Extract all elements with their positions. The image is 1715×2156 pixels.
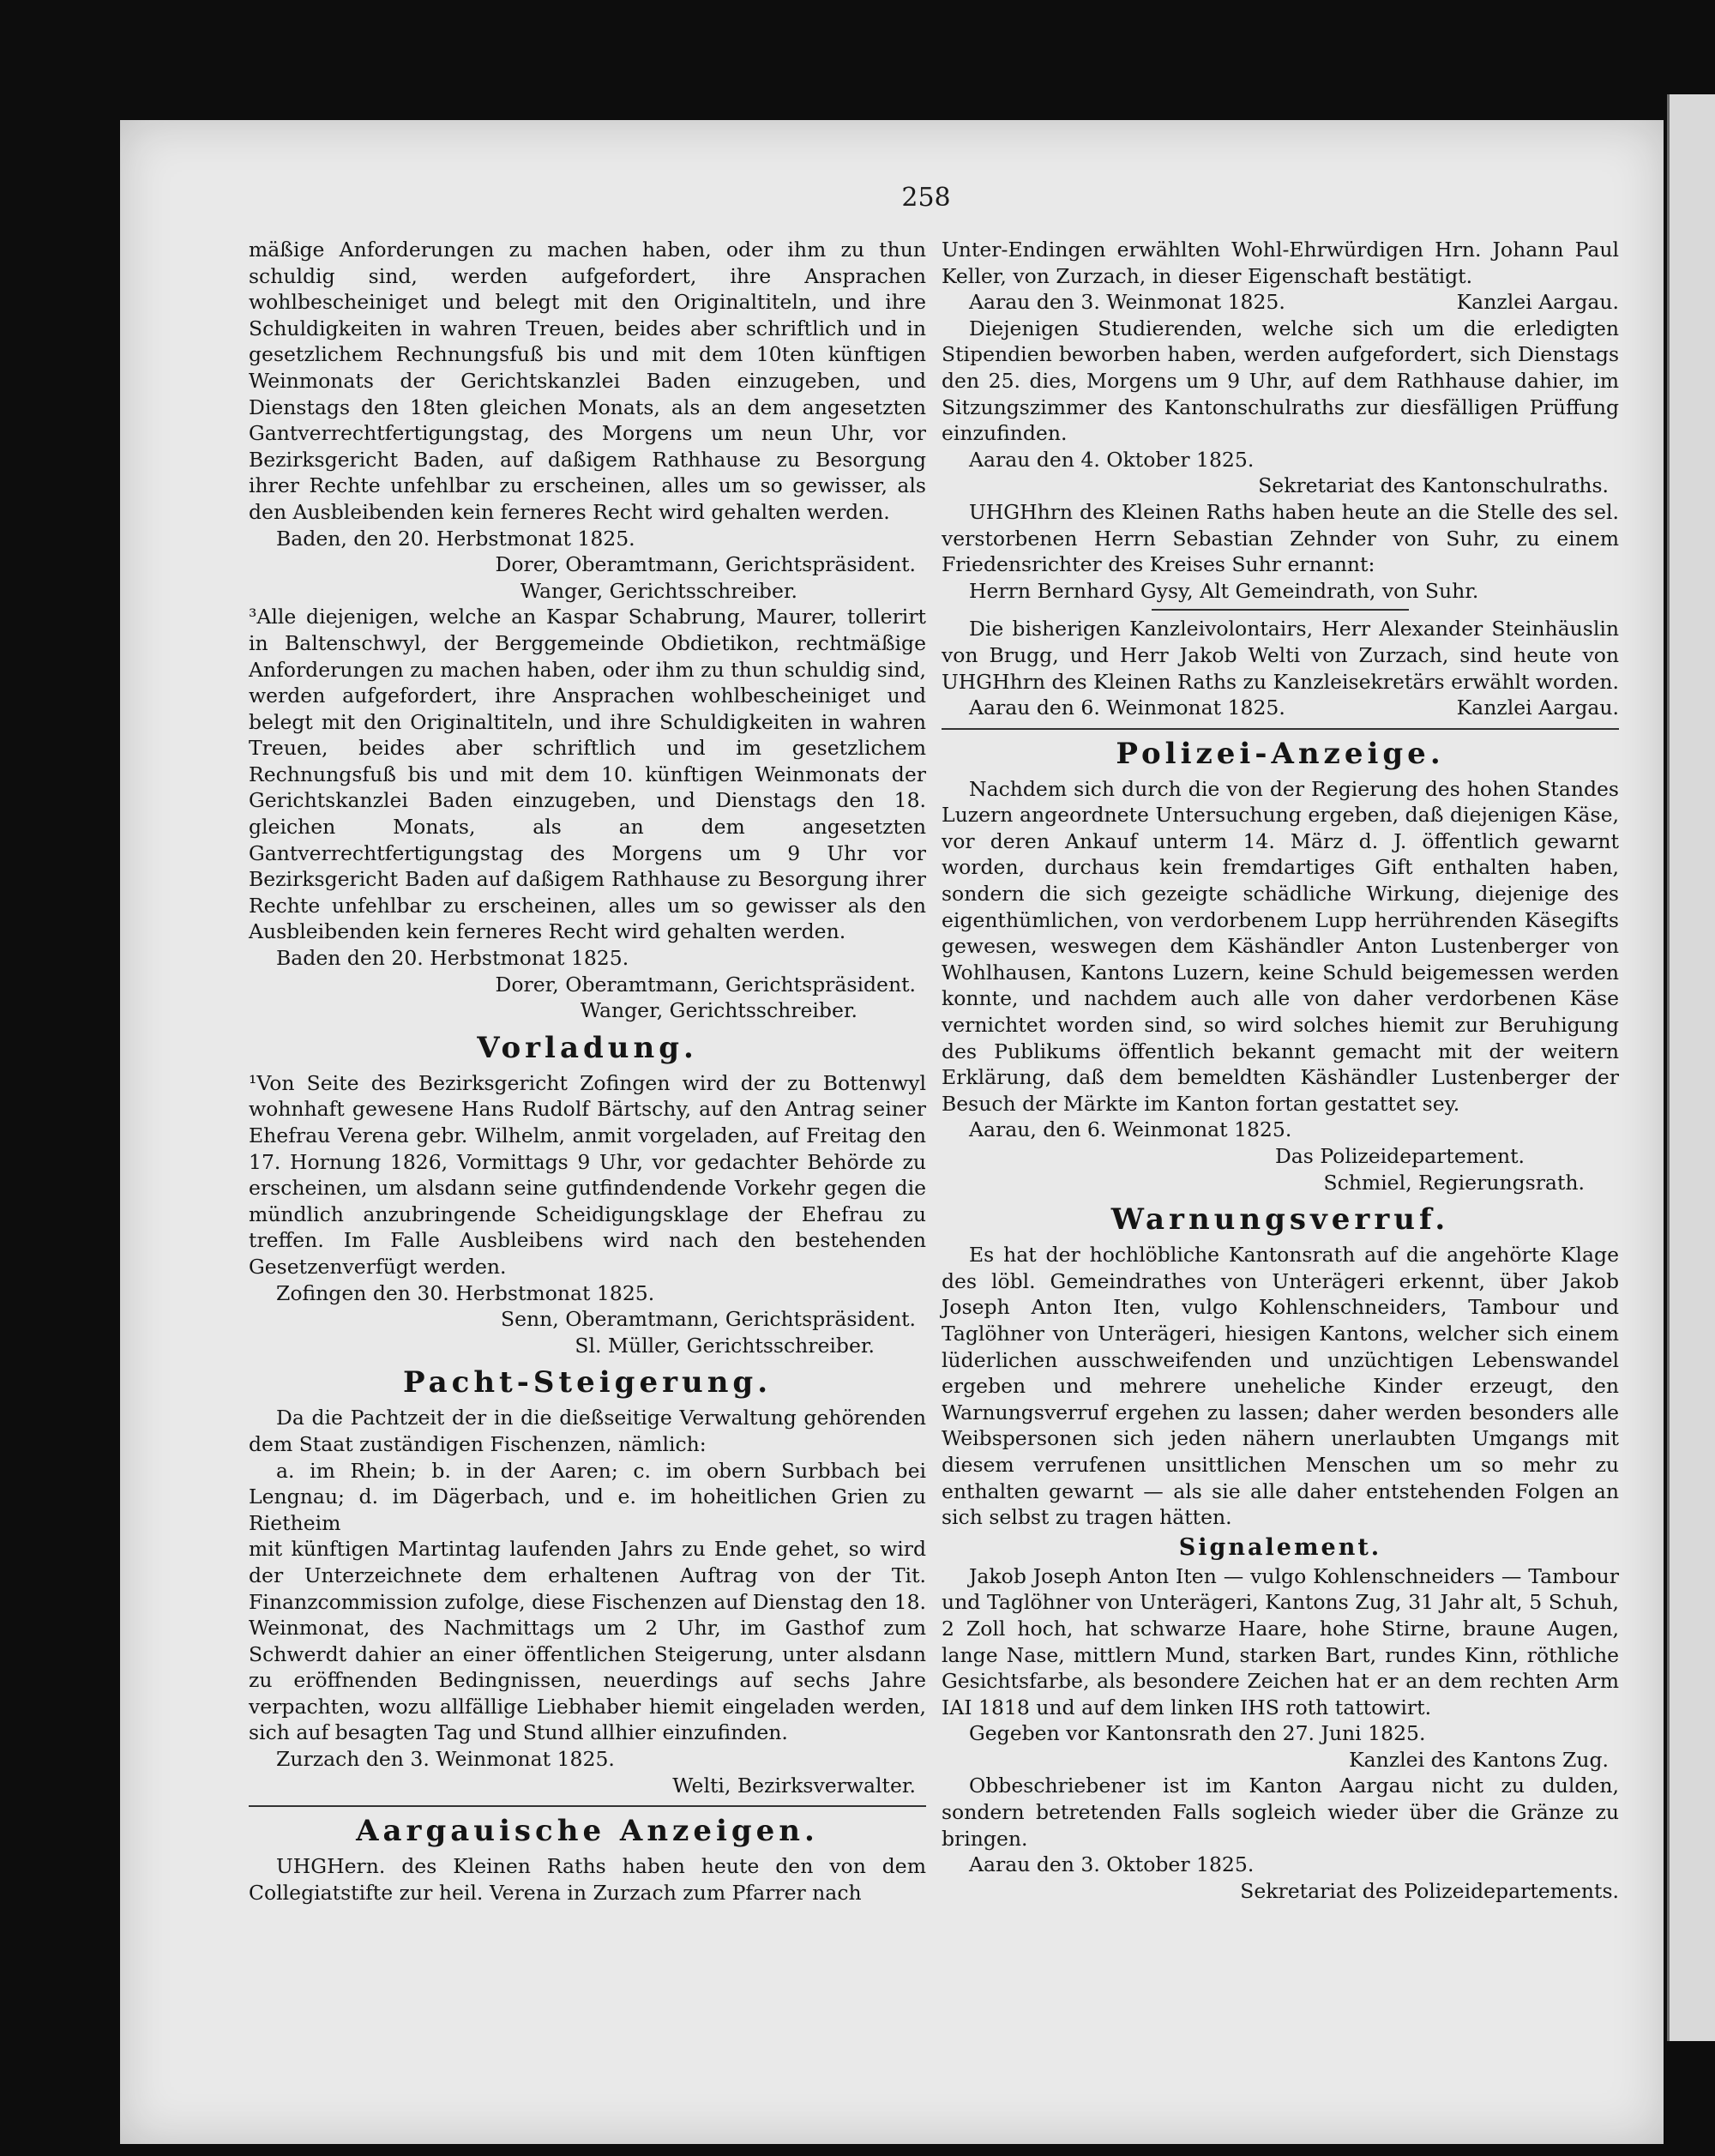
left-column	[249, 237, 926, 1906]
notice-text: UHGHern. des Kleinen Raths haben heute den von dem Collegiatstifte zur heil. Verena in Zurzach zum Pfarrer nach	[249, 1854, 926, 1905]
notice-date: Aarau, den 6. Weinmonat 1825.	[969, 1117, 1292, 1142]
notice-footer	[942, 695, 1619, 721]
section-divider	[249, 1805, 926, 1807]
section-subheading-signalement: Signalement.	[1178, 1533, 1382, 1561]
notice-signature: Dorer, Oberamtmann, Gerichtspräsident.	[495, 552, 916, 577]
notice-signature: Sl. Müller, Gerichtsschreiber.	[575, 1333, 875, 1358]
section-heading-aargauische-anzeigen: Aargauische Anzeigen.	[356, 1814, 819, 1849]
notice-text: ¹Von Seite des Bezirksgericht Zofingen wird der zu Bottenwyl wohnhaft gewesene Hans Rudolf Bärtschy, auf den Antrag seiner Ehefrau Verena gebr. Wilhelm, anmit vorgeladen, auf Freitag den 17. Hornung 1826, Vormittags 9 Uhr, vor gedachter Behörde zu erscheinen, um alsdann seine gutfindendende Vorkehr gegen die mündlich anzubringende Scheidigungsklage der Ehefrau zu treffen. Im Falle Ausbleibens wird nach den bestehenden Gesetzenverfügt werden.	[249, 1070, 926, 1279]
notice-signature: Das Polizeidepartement.	[1274, 1144, 1525, 1168]
section-heading-warnungsverruf: Warnungsverruf.	[1110, 1202, 1450, 1238]
notice-date: Aarau den 3. Oktober 1825.	[969, 1852, 1255, 1877]
notice-text: ³Alle diejenigen, welche an Kaspar Schabrung, Maurer, tollerirt in Baltenschwyl, der Berggemeinde Obdietikon, rechtmäßige Anforderungen zu machen haben, oder ihm zu thun schuldig sind, werden aufgefordert, ihre Ansprachen wohlbescheiniget und belegt mit den Originaltiteln, und ihre Schuldigkeiten in wahren Treuen, beides aber schriftlich und im gesetzlichem Rechnungsfuß bis und mit dem 10. künftigen Weinmonats der Gerichtskanzlei Baden einzugeben, und Dienstags den 18. gleichen Monats, als an dem angesetzten Gantverrechtfertigungstag des Morgens um 9 Uhr vor Bezirksgericht Baden auf daßigem Rathhause zu Besorgung ihrer Rechte unfehlbar zu erscheinen, alles um so gewisser als den Ausbleibenden kein ferneres Recht wird gehalten werden.	[249, 605, 926, 944]
notice-signature: Senn, Oberamtmann, Gerichtspräsident.	[501, 1307, 916, 1332]
notice-date: Baden den 20. Herbstmonat 1825.	[276, 946, 629, 971]
notice-signature: Kanzlei Aargau.	[1456, 290, 1619, 315]
notice-date: Gegeben vor Kantonsrath den 27. Juni 1825.	[969, 1721, 1426, 1746]
notice-list: a. im Rhein; b. in der Aaren; c. im obern Surbbach bei Lengnau; d. im Dägerbach, und e. im hoheitlichen Grien zu Rietheim	[249, 1458, 926, 1535]
page-number: 258	[901, 183, 951, 213]
notice-date: Aarau den 4. Oktober 1825.	[969, 447, 1255, 472]
notice-text: mit künftigen Martintag laufenden Jahrs zu Ende gehet, so wird der Unterzeichnete dem erhaltenen Auftrag von der Tit. Finanzcommission zufolge, diese Fischenzen auf Dienstag den 18. Weinmonat, des Nachmittags um 2 Uhr, im Gasthof zum Schwerdt dahier an einer öffentlichen Steigerung, unter alsdann zu eröffnenden Bedingnissen, neuerdings auf sechs Jahre verpachten, wozu allfällige Liebhaber hiemit eingeladen werden, sich auf besagten Tag und Stund allhier einzufinden.	[249, 1537, 926, 1745]
notice-text: Nachdem sich durch die von der Regierung des hohen Standes Luzern angeordnete Untersuchung ergeben, daß diejenigen Käse, vor deren Ankauf unterm 14. März d. J. öffentlich gewarnt worden, durchaus kein fremdartiges Gift enthalten haben, sondern die sich gezeigte schädliche Wirkung, diejenige des eigenthümlichen, von verdorbenem Lupp herrührenden Käsegifts gewesen, weswegen dem Käshändler Anton Lustenberger von Wohlhausen, Kantons Luzern, keine Schuld beigemessen werden konnte, und nachdem auch alle von daher verdorbenen Käse vernichtet worden sind, so wird solches hiemit zur Beruhigung des Publikums öffentlich bekannt gemacht mit der weitern Erklärung, daß dem bemeldten Käshändler Lustenberger der Besuch der Märkte im Kanton fortan gestattet sey.	[942, 776, 1619, 1116]
notice-signature: Sekretariat des Polizeidepartements.	[1240, 1878, 1619, 1903]
notice-divider	[1152, 609, 1409, 611]
notice-text: Obbeschriebener ist im Kanton Aargau nicht zu dulden, sondern betretenden Falls sogleich wieder über die Gränze zu bringen.	[942, 1774, 1619, 1851]
section-heading-vorladung: Vorladung.	[477, 1030, 698, 1065]
notice-text: Die bisherigen Kanzleivolontairs, Herr Alexander Steinhäuslin von Brugg, und Herr Jakob Welti von Zurzach, sind heute von UHGHhrn des Kleinen Raths zu Kanzleisekretärs erwählt worden.	[942, 617, 1619, 694]
notice-text: mäßige Anforderungen zu machen haben, oder ihm zu thun schuldig sind, werden aufgefordert, ihre Ansprachen wohlbescheiniget und belegt mit den Originaltiteln, und ihre Schuldigkeiten in wahren Treuen, beides aber schriftlich und in gesetzlichem Rechnungsfuß bis und mit dem 10ten künftigen Weinmonats der Gerichtskanzlei Baden einzugeben, und Dienstags den 18ten gleichen Monats, als an dem angesetzten Gantverrechtfertigungstag, des Morgens um neun Uhr, vor Bezirksgericht Baden, auf daßigem Rathhause zu Besorgung ihrer Rechte unfehlbar zu erscheinen, alles um so gewisser, als den Ausbleibenden kein ferneres Recht wird gehalten werden.	[249, 238, 926, 524]
notice-signature: Dorer, Oberamtmann, Gerichtspräsident.	[495, 972, 916, 997]
notice-date: Zofingen den 30. Herbstmonat 1825.	[276, 1280, 655, 1305]
notice-date: Aarau den 6. Weinmonat 1825.	[969, 696, 1285, 720]
notice-signature: Schmiel, Regierungsrath.	[1323, 1170, 1585, 1195]
notice-date: Baden, den 20. Herbstmonat 1825.	[276, 526, 635, 551]
notice-signature: Wanger, Gerichtsschreiber.	[580, 998, 858, 1023]
notice-signature: Welti, Bezirksverwalter.	[672, 1773, 916, 1798]
notice-text: Diejenigen Studierenden, welche sich um die erledigten Stipendien beworben haben, werden aufgefordert, sich Dienstags den 25. dies, Morgens um 9 Uhr, auf dem Rathhause dahier, im Sitzungszimmer des Kantonschulraths zur diesfälligen Prüffung einzufinden.	[942, 316, 1619, 446]
notice-signature: Sekretariat des Kantonschulraths.	[1258, 473, 1609, 498]
notice-text: Jakob Joseph Anton Iten — vulgo Kohlenschneiders — Tambour und Taglöhner von Unterägeri, Kantons Zug, 31 Jahr alt, 5 Schuh, 2 Zoll hoch, hat schwarze Haare, hohe Stirne, braune Augen, lange Nase, mittlern Mund, starken Bart, rundes Kinn, röthliche Gesichtsfarbe, als besondere Zeichen hat er an dem rechten Arm IAI 1818 und auf dem linken IHS roth tattowirt.	[942, 1563, 1619, 1719]
notice-footer	[942, 289, 1619, 316]
right-column	[942, 237, 1619, 1904]
notice-date: Aarau den 3. Weinmonat 1825.	[969, 290, 1285, 315]
section-heading-polizei-anzeige: Polizei-Anzeige.	[1116, 736, 1445, 771]
notice-signature: Kanzlei Aargau.	[1456, 696, 1619, 720]
section-divider	[942, 728, 1619, 730]
notice-text: Es hat der hochlöbliche Kantonsrath auf die angehörte Klage des löbl. Gemeindrathes von Unterägeri erkennt, über Jakob Joseph Anton Iten, vulgo Kohlenschneiders, Tambour und Taglöhner von Unterägeri, hiesigen Kantons, welcher sich einem lüderlichen ausschweifenden und unzüchtigen Lebenswandel ergeben und mehrere uneheliche Kinder erzeugt, den Warnungsverruf ergehen zu lassen; daher werden besonders alle Weibspersonen sich jeden nähern unerlaubten Umgangs mit diesem verrufenen unsittlichen Menschen um so mehr zu enthalten gewarnt — als sie alle daher entstehenden Folgen an sich selbst zu tragen hätten.	[942, 1243, 1619, 1530]
notice-signature: Kanzlei des Kantons Zug.	[1349, 1747, 1609, 1772]
notice-signature: Wanger, Gerichtsschreiber.	[520, 578, 797, 603]
notice-date: Zurzach den 3. Weinmonat 1825.	[276, 1747, 615, 1772]
adjacent-page-edge	[1667, 94, 1715, 2041]
appointee-name: Herrn Bernhard Gysy, Alt Gemeindrath, von Suhr.	[969, 578, 1479, 603]
section-heading-pacht-steigerung: Pacht-Steigerung.	[402, 1365, 773, 1400]
notice-text: Unter-Endingen erwählten Wohl-Ehrwürdigen Hrn. Johann Paul Keller, von Zurzach, in dieser Eigenschaft bestätigt.	[942, 238, 1619, 288]
notice-text: UHGHhrn des Kleinen Raths haben heute an die Stelle des sel. verstorbenen Herrn Sebastian Zehnder von Suhr, zu einem Friedensrichter des Kreises Suhr ernannt:	[942, 499, 1619, 577]
notice-text: Da die Pachtzeit der in die dießseitige Verwaltung gehörenden dem Staat zuständigen Fischenzen, nämlich:	[249, 1406, 926, 1456]
